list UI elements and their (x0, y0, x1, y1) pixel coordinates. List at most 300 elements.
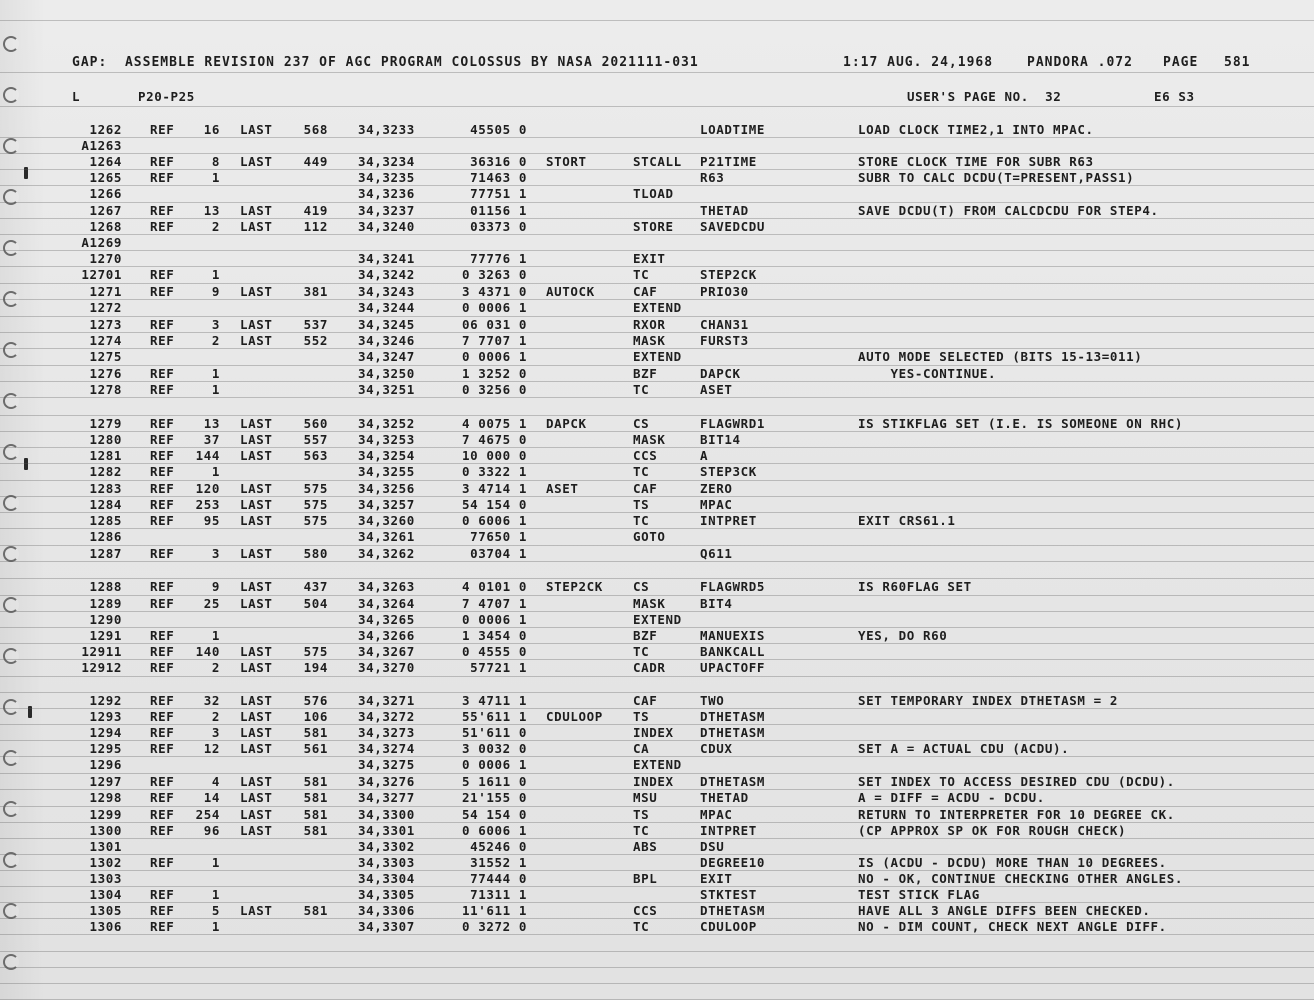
comment: YES, DO R60 (858, 628, 948, 643)
ref-keyword: REF (150, 122, 175, 137)
feed-hole (3, 342, 19, 358)
object-word: 7 7707 1 (461, 333, 527, 348)
ref-count: 32 (203, 693, 220, 708)
comment: IS (ACDU - DCDU) MORE THAN 10 DEGREES. (858, 855, 1167, 870)
last-line: 575 (303, 497, 328, 512)
ruled-line (0, 676, 1314, 677)
address: 34,3255 (358, 464, 415, 479)
address: 34,3246 (358, 333, 415, 348)
opcode: TC (633, 919, 650, 934)
ref-keyword: REF (150, 170, 175, 185)
last-line: 561 (303, 741, 328, 756)
ref-count: 96 (203, 823, 220, 838)
feed-hole (3, 393, 19, 409)
operand: R63 (700, 170, 725, 185)
address: 34,3274 (358, 741, 415, 756)
ref-count: 4 (211, 774, 220, 789)
opcode: CCS (633, 903, 658, 918)
operand: DTHETASM (700, 709, 766, 724)
operand: DTHETASM (700, 774, 766, 789)
margin-mark (24, 458, 28, 470)
object-word: 7 4707 1 (461, 596, 527, 611)
address: 34,3256 (358, 481, 415, 496)
object-word: 03704 1 (470, 546, 527, 561)
ref-keyword: REF (150, 382, 175, 397)
feed-hole (3, 750, 19, 766)
ref-count: 2 (211, 219, 220, 234)
ref-count: 120 (195, 481, 220, 496)
object-word: 36316 0 (470, 154, 527, 169)
opcode: CA (633, 741, 650, 756)
last-line: 581 (303, 823, 328, 838)
object-word: 54 154 0 (461, 807, 527, 822)
address: 34,3236 (358, 186, 415, 201)
section-name: P20-P25 (138, 89, 195, 104)
line-number: 1266 (89, 186, 122, 201)
object-word: 4 0075 1 (461, 416, 527, 431)
ref-keyword: REF (150, 432, 175, 447)
line-number: 1280 (89, 432, 122, 447)
ref-keyword: REF (150, 741, 175, 756)
line-number: 1290 (89, 612, 122, 627)
symbol-label: AUTOCK (546, 284, 595, 299)
last-line: 194 (303, 660, 328, 675)
line-number: 1264 (89, 154, 122, 169)
line-number: 1295 (89, 741, 122, 756)
object-word: 21'155 0 (461, 790, 527, 805)
comment: SET TEMPORARY INDEX DTHETASM = 2 (858, 693, 1119, 708)
operand: BANKCALL (700, 644, 766, 659)
opcode: CAF (633, 481, 658, 496)
operand: STEP2CK (700, 267, 757, 282)
operand: TWO (700, 693, 725, 708)
ref-keyword: REF (150, 333, 175, 348)
object-word: 1 3252 0 (461, 366, 527, 381)
last-keyword: LAST (240, 432, 273, 447)
ref-keyword: REF (150, 513, 175, 528)
last-line: 112 (303, 219, 328, 234)
ref-count: 2 (211, 660, 220, 675)
opcode: RXOR (633, 317, 666, 332)
symbol-label: CDULOOP (546, 709, 603, 724)
last-keyword: LAST (240, 903, 273, 918)
ref-count: 254 (195, 807, 220, 822)
ref-count: 14 (203, 790, 220, 805)
object-word: 0 3256 0 (461, 382, 527, 397)
object-word: 71311 1 (470, 887, 527, 902)
address: 34,3263 (358, 579, 415, 594)
operand: Q611 (700, 546, 733, 561)
ref-count: 253 (195, 497, 220, 512)
ref-count: 140 (195, 644, 220, 659)
comment: SET INDEX TO ACCESS DESIRED CDU (DCDU). (858, 774, 1175, 789)
opcode: BZF (633, 366, 658, 381)
last-line: 504 (303, 596, 328, 611)
last-line: 581 (303, 774, 328, 789)
line-number: 1286 (89, 529, 122, 544)
ref-count: 1 (211, 366, 220, 381)
last-line: 381 (303, 284, 328, 299)
last-line: 552 (303, 333, 328, 348)
object-word: 77776 1 (470, 251, 527, 266)
comment: SAVE DCDU(T) FROM CALCDCDU FOR STEP4. (858, 203, 1159, 218)
line-number: 1279 (89, 416, 122, 431)
opcode: ABS (633, 839, 658, 854)
address: 34,3270 (358, 660, 415, 675)
last-line: 560 (303, 416, 328, 431)
address: 34,3257 (358, 497, 415, 512)
object-word: 0 6006 1 (461, 513, 527, 528)
last-keyword: LAST (240, 497, 273, 512)
page-number: 581 (1224, 55, 1251, 70)
ruled-line (0, 983, 1314, 984)
last-line: 581 (303, 725, 328, 740)
object-word: 06 031 0 (461, 317, 527, 332)
last-line: 563 (303, 448, 328, 463)
ref-keyword: REF (150, 887, 175, 902)
last-keyword: LAST (240, 333, 273, 348)
address: 34,3272 (358, 709, 415, 724)
ruled-line (0, 512, 1314, 513)
comment: IS STIKFLAG SET (I.E. IS SOMEONE ON RHC) (858, 416, 1184, 431)
last-keyword: LAST (240, 807, 273, 822)
line-number: 1293 (89, 709, 122, 724)
object-word: 0 0006 1 (461, 612, 527, 627)
last-keyword: LAST (240, 448, 273, 463)
opcode: TC (633, 644, 650, 659)
ref-count: 144 (195, 448, 220, 463)
line-number: 1305 (89, 903, 122, 918)
opcode: CS (633, 579, 650, 594)
ref-keyword: REF (150, 416, 175, 431)
ref-keyword: REF (150, 709, 175, 724)
line-number: 1288 (89, 579, 122, 594)
operand: CDULOOP (700, 919, 757, 934)
ruled-line (0, 106, 1314, 107)
object-word: 3 4711 1 (461, 693, 527, 708)
last-keyword: LAST (240, 774, 273, 789)
address: 34,3275 (358, 757, 415, 772)
ref-keyword: REF (150, 855, 175, 870)
opcode: TS (633, 709, 650, 724)
opcode: MASK (633, 333, 666, 348)
ruled-line (0, 740, 1314, 741)
ref-keyword: REF (150, 823, 175, 838)
ruled-line (0, 283, 1314, 284)
address: 34,3243 (358, 284, 415, 299)
ref-keyword: REF (150, 284, 175, 299)
object-word: 0 3322 1 (461, 464, 527, 479)
last-keyword: LAST (240, 709, 273, 724)
line-number: 1271 (89, 284, 122, 299)
opcode: BZF (633, 628, 658, 643)
last-line: 106 (303, 709, 328, 724)
operand: INTPRET (700, 823, 757, 838)
object-word: 0 3263 0 (461, 267, 527, 282)
opcode: STCALL (633, 154, 682, 169)
address: 34,3247 (358, 349, 415, 364)
line-number: 1276 (89, 366, 122, 381)
address: 34,3302 (358, 839, 415, 854)
line-number: 1297 (89, 774, 122, 789)
comment: YES-CONTINUE. (858, 366, 997, 381)
line-number: 12912 (81, 660, 122, 675)
line-number: 1294 (89, 725, 122, 740)
opcode: MSU (633, 790, 658, 805)
address: 34,3260 (358, 513, 415, 528)
last-keyword: LAST (240, 644, 273, 659)
users-page-number: USER'S PAGE NO. 32 (907, 89, 1062, 104)
last-keyword: LAST (240, 790, 273, 805)
ref-keyword: REF (150, 448, 175, 463)
last-line: 568 (303, 122, 328, 137)
ref-keyword: REF (150, 725, 175, 740)
last-line: 557 (303, 432, 328, 447)
ref-keyword: REF (150, 807, 175, 822)
address: 34,3245 (358, 317, 415, 332)
ref-count: 1 (211, 855, 220, 870)
ref-keyword: REF (150, 693, 175, 708)
ruled-line (0, 545, 1314, 546)
object-word: 10 000 0 (461, 448, 527, 463)
operand: CDUX (700, 741, 733, 756)
operand: DTHETASM (700, 725, 766, 740)
ruled-line (0, 463, 1314, 464)
object-word: 11'611 1 (461, 903, 527, 918)
ruled-line (0, 381, 1314, 382)
address: 34,3242 (358, 267, 415, 282)
object-word: 01156 1 (470, 203, 527, 218)
line-number: 1268 (89, 219, 122, 234)
object-word: 5 1611 0 (461, 774, 527, 789)
address: 34,3265 (358, 612, 415, 627)
ruled-line (0, 397, 1314, 398)
address: 34,3261 (358, 529, 415, 544)
ruled-line (0, 20, 1314, 21)
operand: CHAN31 (700, 317, 749, 332)
ref-count: 1 (211, 267, 220, 282)
opcode: EXTEND (633, 757, 682, 772)
operand: STEP3CK (700, 464, 757, 479)
comment: NO - OK, CONTINUE CHECKING OTHER ANGLES. (858, 871, 1184, 886)
address: 34,3306 (358, 903, 415, 918)
symbol-label: DAPCK (546, 416, 587, 431)
line-number: 1298 (89, 790, 122, 805)
line-number: 1296 (89, 757, 122, 772)
ref-count: 16 (203, 122, 220, 137)
opcode: CCS (633, 448, 658, 463)
opcode: TC (633, 513, 650, 528)
operand: DAPCK (700, 366, 741, 381)
line-number: A1263 (81, 138, 122, 153)
opcode: MASK (633, 432, 666, 447)
object-word: 0 0006 1 (461, 349, 527, 364)
feed-hole (3, 801, 19, 817)
ref-count: 12 (203, 741, 220, 756)
opcode: EXTEND (633, 349, 682, 364)
ref-keyword: REF (150, 579, 175, 594)
last-line: 449 (303, 154, 328, 169)
line-number: 12701 (81, 267, 122, 282)
address: 34,3250 (358, 366, 415, 381)
opcode: TS (633, 807, 650, 822)
address: 34,3266 (358, 628, 415, 643)
last-keyword: LAST (240, 513, 273, 528)
feed-hole (3, 495, 19, 511)
listing-prefix: L (72, 89, 81, 104)
object-word: 0 0006 1 (461, 757, 527, 772)
opcode: CADR (633, 660, 666, 675)
last-keyword: LAST (240, 154, 273, 169)
comment: EXIT CRS61.1 (858, 513, 956, 528)
opcode: GOTO (633, 529, 666, 544)
ref-keyword: REF (150, 596, 175, 611)
ref-keyword: REF (150, 497, 175, 512)
last-line: 581 (303, 790, 328, 805)
last-line: 537 (303, 317, 328, 332)
comment: HAVE ALL 3 ANGLE DIFFS BEEN CHECKED. (858, 903, 1151, 918)
opcode: TS (633, 497, 650, 512)
ruled-line (0, 234, 1314, 235)
line-number: 1306 (89, 919, 122, 934)
address: 34,3307 (358, 919, 415, 934)
symbol-label: STEP2CK (546, 579, 603, 594)
ruled-line (0, 578, 1314, 579)
last-line: 575 (303, 481, 328, 496)
line-number: 1270 (89, 251, 122, 266)
line-number: 1304 (89, 887, 122, 902)
line-number: 1281 (89, 448, 122, 463)
ref-keyword: REF (150, 219, 175, 234)
last-keyword: LAST (240, 741, 273, 756)
address: 34,3262 (358, 546, 415, 561)
operand: BIT14 (700, 432, 741, 447)
opcode: CS (633, 416, 650, 431)
ref-keyword: REF (150, 464, 175, 479)
address: 34,3264 (358, 596, 415, 611)
page-label: PAGE (1163, 55, 1199, 70)
comment: A = DIFF = ACDU - DCDU. (858, 790, 1045, 805)
last-line: 580 (303, 546, 328, 561)
operand: THETAD (700, 790, 749, 805)
address: 34,3240 (358, 219, 415, 234)
last-keyword: LAST (240, 725, 273, 740)
object-word: 0 6006 1 (461, 823, 527, 838)
operand: EXIT (700, 871, 733, 886)
object-word: 54 154 0 (461, 497, 527, 512)
address: 34,3233 (358, 122, 415, 137)
last-line: 581 (303, 807, 328, 822)
comment: SET A = ACTUAL CDU (ACDU). (858, 741, 1070, 756)
comment: NO - DIM COUNT, CHECK NEXT ANGLE DIFF. (858, 919, 1167, 934)
line-number: A1269 (81, 235, 122, 250)
feed-hole (3, 699, 19, 715)
line-number: 1265 (89, 170, 122, 185)
comment: IS R60FLAG SET (858, 579, 972, 594)
feed-hole (3, 87, 19, 103)
address: 34,3271 (358, 693, 415, 708)
ruled-line (0, 561, 1314, 562)
address: 34,3252 (358, 416, 415, 431)
operand: FLAGWRD1 (700, 416, 766, 431)
object-word: 0 3272 0 (461, 919, 527, 934)
address: 34,3267 (358, 644, 415, 659)
address: 34,3301 (358, 823, 415, 838)
opcode: EXTEND (633, 300, 682, 315)
address: 34,3277 (358, 790, 415, 805)
opcode: EXTEND (633, 612, 682, 627)
object-word: 1 3454 0 (461, 628, 527, 643)
ruled-line (0, 967, 1314, 968)
operand: LOADTIME (700, 122, 766, 137)
line-number: 1275 (89, 349, 122, 364)
object-word: 45246 0 (470, 839, 527, 854)
ref-keyword: REF (150, 790, 175, 805)
comment: RETURN TO INTERPRETER FOR 10 DEGREE CK. (858, 807, 1175, 822)
opcode: EXIT (633, 251, 666, 266)
operand: MPAC (700, 807, 733, 822)
ruled-line (0, 627, 1314, 628)
ref-count: 3 (211, 725, 220, 740)
line-number: 1299 (89, 807, 122, 822)
line-number: 1292 (89, 693, 122, 708)
ref-keyword: REF (150, 154, 175, 169)
ruled-line (0, 365, 1314, 366)
symbol-label: ASET (546, 481, 579, 496)
ref-count: 13 (203, 416, 220, 431)
line-number: 1274 (89, 333, 122, 348)
last-line: 581 (303, 903, 328, 918)
object-word: 77444 0 (470, 871, 527, 886)
ref-keyword: REF (150, 660, 175, 675)
address: 34,3300 (358, 807, 415, 822)
page-title: GAP: ASSEMBLE REVISION 237 OF AGC PROGRAM COLOSSUS BY NASA 2021111-031 (72, 55, 699, 70)
address: 34,3237 (358, 203, 415, 218)
ref-keyword: REF (150, 317, 175, 332)
ref-count: 8 (211, 154, 220, 169)
opcode: INDEX (633, 774, 674, 789)
line-number: 1289 (89, 596, 122, 611)
last-line: 576 (303, 693, 328, 708)
opcode: TC (633, 464, 650, 479)
line-number: 1282 (89, 464, 122, 479)
operand: THETAD (700, 203, 749, 218)
operand: DSU (700, 839, 725, 854)
last-keyword: LAST (240, 219, 273, 234)
object-word: 7 4675 0 (461, 432, 527, 447)
last-keyword: LAST (240, 122, 273, 137)
section-code: E6 S3 (1154, 89, 1195, 104)
address: 34,3303 (358, 855, 415, 870)
ref-count: 1 (211, 887, 220, 902)
object-word: 55'611 1 (461, 709, 527, 724)
operand: PRIO30 (700, 284, 749, 299)
operand: DEGREE10 (700, 855, 766, 870)
line-number: 1300 (89, 823, 122, 838)
line-number: 12911 (81, 644, 122, 659)
line-number: 1273 (89, 317, 122, 332)
address: 34,3241 (358, 251, 415, 266)
ruled-line (0, 708, 1314, 709)
opcode: BPL (633, 871, 658, 886)
object-word: 57721 1 (470, 660, 527, 675)
operand: MANUEXIS (700, 628, 766, 643)
feed-hole (3, 648, 19, 664)
ref-count: 9 (211, 284, 220, 299)
operand: P21TIME (700, 154, 757, 169)
last-keyword: LAST (240, 203, 273, 218)
ruled-line (0, 72, 1314, 73)
